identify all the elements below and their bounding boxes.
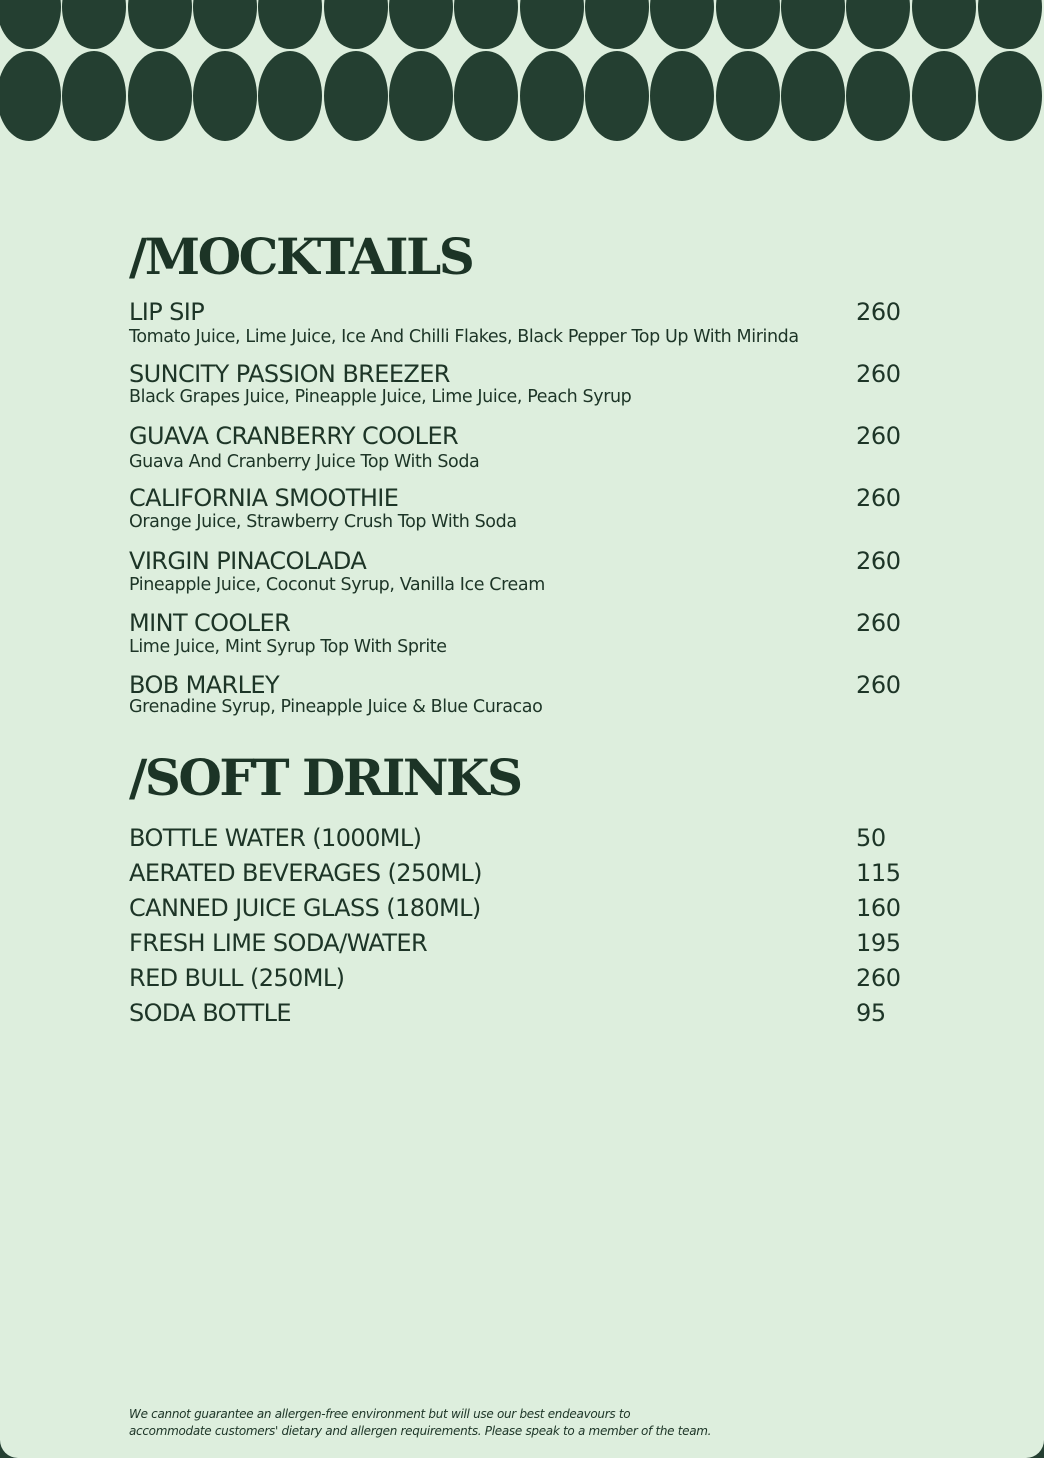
mocktail-price: 260 xyxy=(856,298,901,326)
mocktail-price: 260 xyxy=(856,422,901,450)
mocktail-name: MINT COOLER xyxy=(129,609,291,637)
soft-drink-name: BOTTLE WATER (1000ML) xyxy=(129,824,422,852)
mocktail-description: Grenadine Syrup, Pineapple Juice & Blue Curacao xyxy=(129,697,543,717)
soft-drinks-heading: /SOFT DRINKS xyxy=(129,748,521,807)
mocktail-description: Lime Juice, Mint Syrup Top With Sprite xyxy=(129,637,447,657)
mocktail-name: CALIFORNIA SMOOTHIE xyxy=(129,484,399,512)
mocktail-name: SUNCITY PASSION BREEZER xyxy=(129,360,450,388)
mocktail-name: VIRGIN PINACOLADA xyxy=(129,547,367,575)
mocktail-name: GUAVA CRANBERRY COOLER xyxy=(129,422,459,450)
soft-drink-name: AERATED BEVERAGES (250ML) xyxy=(129,859,482,887)
soft-drink-price: 115 xyxy=(856,859,901,887)
soft-drink-price: 95 xyxy=(856,999,886,1027)
mocktail-price: 260 xyxy=(856,671,901,699)
soft-drink-name: CANNED JUICE GLASS (180ML) xyxy=(129,894,481,922)
soft-drink-price: 50 xyxy=(856,824,886,852)
mocktail-price: 260 xyxy=(856,547,901,575)
mocktail-description: Black Grapes Juice, Pineapple Juice, Lime Juice, Peach Syrup xyxy=(129,387,632,407)
soft-drink-price: 260 xyxy=(856,964,901,992)
mocktails-heading: /MOCKTAILS xyxy=(129,227,473,286)
soft-drink-name: FRESH LIME SODA/WATER xyxy=(129,929,428,957)
mocktail-description: Guava And Cranberry Juice Top With Soda xyxy=(129,452,480,472)
mocktail-description: Pineapple Juice, Coconut Syrup, Vanilla Ice Cream xyxy=(129,575,545,595)
mocktail-description: Orange Juice, Strawberry Crush Top With Soda xyxy=(129,512,517,532)
allergen-disclaimer xyxy=(129,1406,769,1440)
mocktail-price: 260 xyxy=(856,609,901,637)
soft-drink-name: RED BULL (250ML) xyxy=(129,964,345,992)
mocktail-price: 260 xyxy=(856,360,901,388)
disclaimer-line: accommodate customers' dietary and allergen requirements. Please speak to a member of the team. xyxy=(129,1424,712,1438)
mocktail-description: Tomato Juice, Lime Juice, Ice And Chilli Flakes, Black Pepper Top Up With Mirinda xyxy=(129,327,799,347)
mocktail-price: 260 xyxy=(856,484,901,512)
soft-drink-price: 160 xyxy=(856,894,901,922)
disclaimer-line: We cannot guarantee an allergen-free environment but will use our best endeavours to xyxy=(129,1407,631,1421)
mocktail-name: BOB MARLEY xyxy=(129,671,280,699)
soft-drink-price: 195 xyxy=(856,929,901,957)
soft-drink-name: SODA BOTTLE xyxy=(129,999,291,1027)
oval-scallop-border-icon xyxy=(0,0,1044,145)
mocktail-name: LIP SIP xyxy=(129,298,205,326)
